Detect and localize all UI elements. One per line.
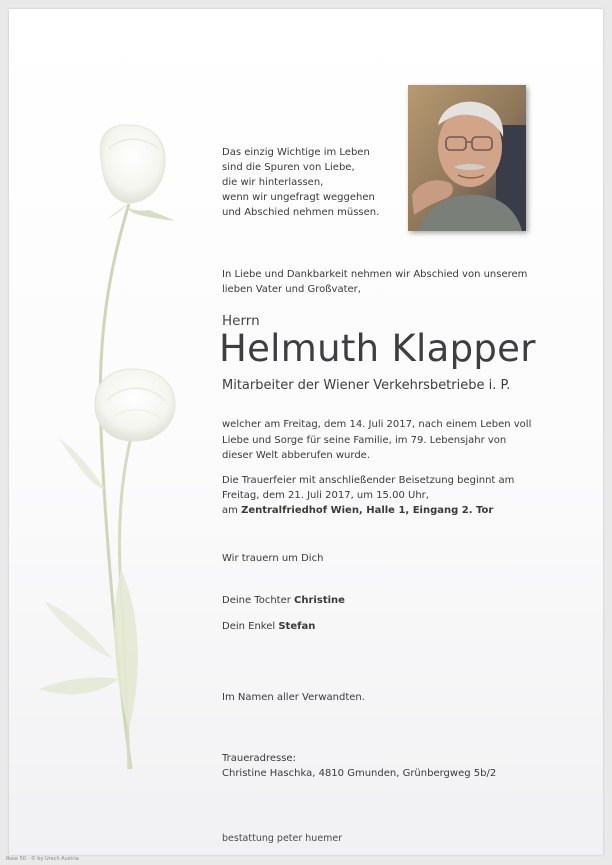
- obituary-card: [9, 9, 603, 855]
- poem-line: wenn wir ungefragt weggehen: [222, 192, 375, 203]
- funeral-line: Freitag, dem 21. Juli 2017, um 15.00 Uhr,: [222, 490, 429, 501]
- mourner-grandson: [222, 621, 315, 632]
- mourner-relation: Dein Enkel: [222, 621, 276, 632]
- poem-line: die wir hinterlassen,: [222, 177, 324, 188]
- funeral-location-line: [222, 503, 552, 518]
- poem: [222, 145, 379, 220]
- poem-line: sind die Spuren von Liebe,: [222, 162, 355, 173]
- portrait-photo: [408, 85, 526, 231]
- funeral-location: Zentralfriedhof Wien, Halle 1, Eingang 2. Tor: [241, 505, 494, 516]
- funeral-details: [222, 473, 552, 518]
- relatives-line: Im Namen aller Verwandten.: [222, 692, 365, 703]
- mourner-daughter: [222, 595, 345, 606]
- mourner-name: Christine: [294, 595, 345, 606]
- white-roses-illustration: [9, 9, 209, 789]
- poem-line: und Abschied nehmen müssen.: [222, 207, 380, 218]
- intro-text: In Liebe und Dankbarkeit nehmen wir Abschied von unserem lieben Vater und Großvater,: [222, 269, 528, 295]
- design-footnote: Rose 50 · © by Urech Austria: [6, 856, 79, 862]
- deceased-name: Helmuth Klapper: [219, 327, 536, 370]
- undertaker-name: bestattung peter huemer: [222, 833, 343, 844]
- mourner-relation: Deine Tochter: [222, 595, 291, 606]
- death-notice: welcher am Freitag, dem 14. Juli 2017, nach einem Leben voll Liebe und Sorge für seine Familie, im 79. Lebensjahr von dieser Welt abberufen wurde.: [222, 419, 532, 461]
- occupation: Mitarbeiter der Wiener Verkehrsbetriebe i. P.: [222, 378, 511, 393]
- funeral-line: Die Trauerfeier mit anschließender Beisetzung beginnt am: [222, 475, 515, 486]
- address-label: Traueradresse:: [222, 753, 296, 764]
- poem-line: Das einzig Wichtige im Leben: [222, 147, 370, 158]
- funeral-location-prefix: am: [222, 505, 238, 516]
- mourning-line: Wir trauern um Dich: [222, 553, 324, 564]
- salutation: Herrn: [222, 313, 260, 329]
- address-value: Christine Haschka, 4810 Gmunden, Grünbergweg 5b/2: [222, 768, 497, 779]
- mourner-name: Stefan: [278, 621, 316, 632]
